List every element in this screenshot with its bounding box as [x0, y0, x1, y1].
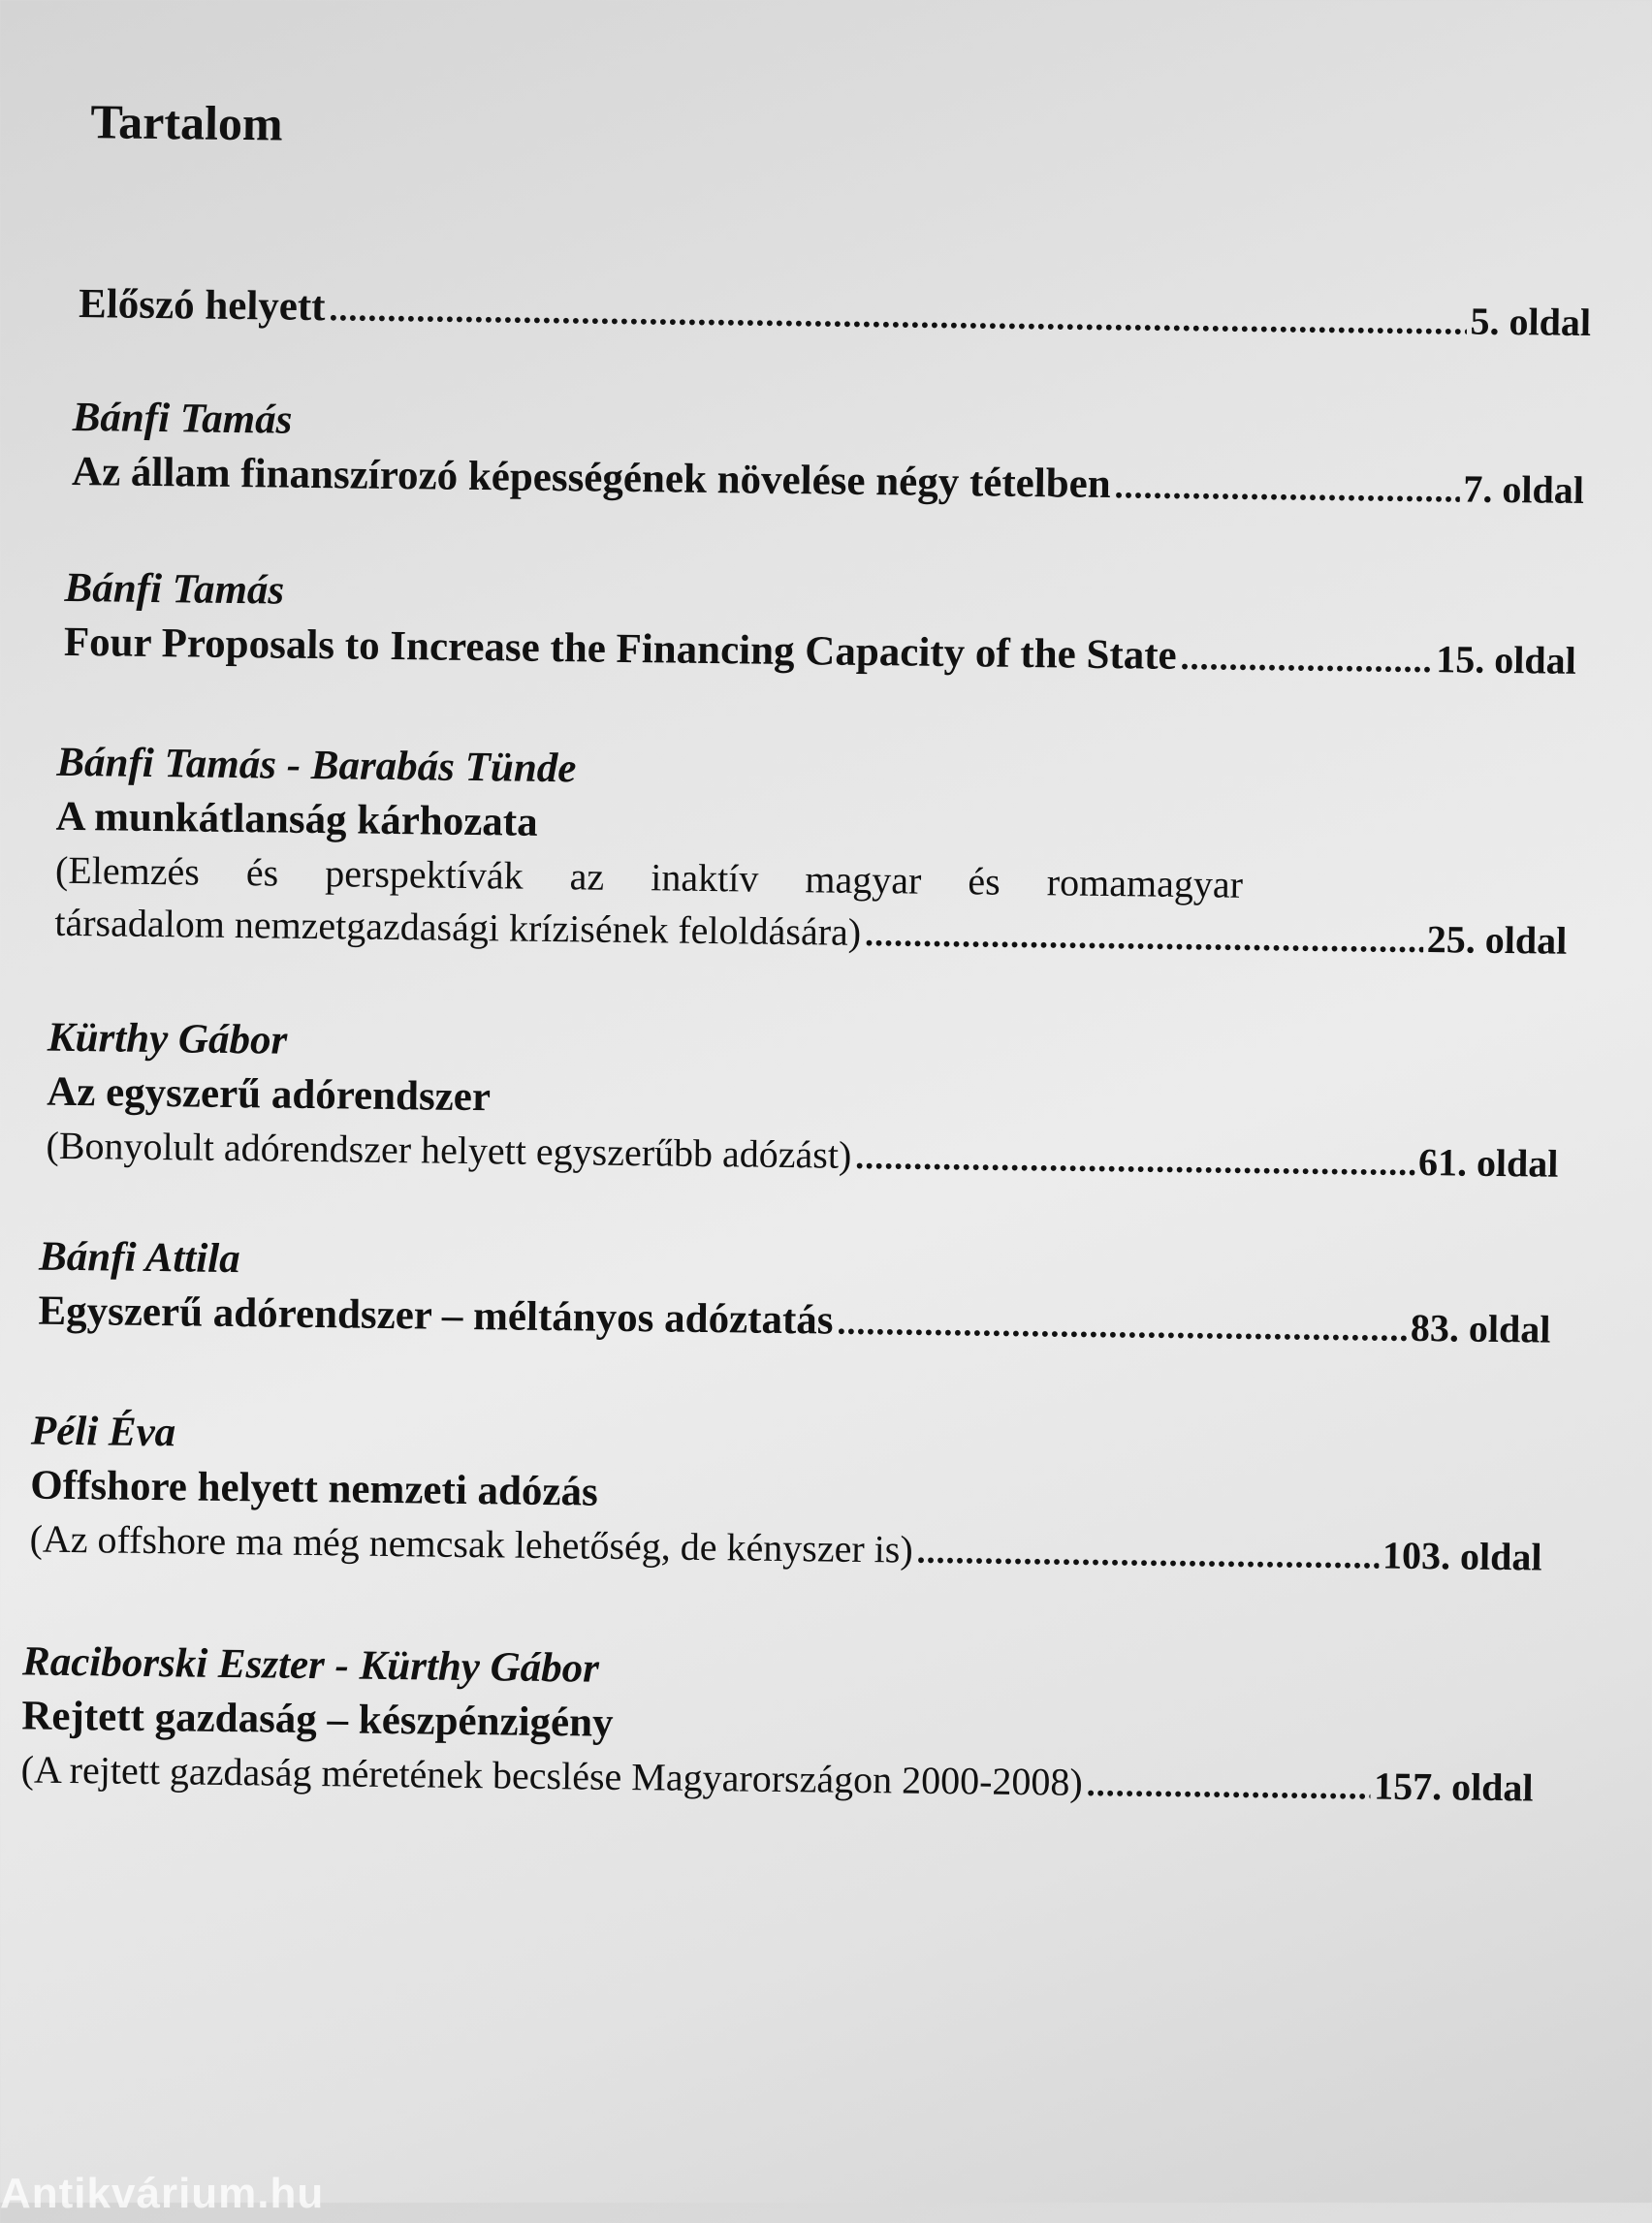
dot-leader [1114, 465, 1459, 510]
page-reference: 25. oldal [1426, 917, 1568, 963]
entry-title: Four Proposals to Increase the Financing Capacity of the State [63, 619, 1177, 679]
dot-leader [1086, 1758, 1370, 1814]
page-reference: 5. oldal [1470, 299, 1592, 345]
toc-heading: Tartalom [90, 94, 283, 151]
toc-entry [20, 1635, 1534, 1815]
toc-entry [63, 561, 1577, 688]
entry-author: Péli Éva [30, 1408, 176, 1456]
dot-leader [837, 1302, 1407, 1350]
entry-subtitle: (Bonyolult adórendszer helyett egyszerűbb adózást) [46, 1123, 852, 1177]
entry-author: Bánfi Attila [38, 1233, 240, 1283]
entry-author: Bánfi Tamás - Barabás Tünde [56, 739, 577, 792]
dot-leader [865, 907, 1423, 967]
toc-leader-row [79, 277, 1592, 350]
toc-leader-row [54, 897, 1568, 969]
page-reference: 157. oldal [1373, 1763, 1534, 1810]
entry-title: Az állam finanszírozó képességének növelése négy tételben [71, 448, 1111, 508]
entry-author: Bánfi Tamás [64, 564, 285, 614]
entry-title: Előszó helyett [78, 281, 326, 331]
page-reference: 15. oldal [1436, 637, 1577, 683]
page-reference: 61. oldal [1417, 1139, 1559, 1186]
entry-title: Egyszerű adórendszer – méltányos adóztatás [38, 1287, 834, 1344]
watermark: Antikvárium.hu [0, 2170, 325, 2217]
page-reference: 7. oldal [1463, 466, 1585, 512]
entry-subtitle [54, 844, 1568, 969]
entry-author: Bánfi Tamás [72, 394, 293, 443]
dot-leader [1180, 637, 1432, 681]
toc-entry [71, 391, 1585, 518]
entry-subtitle: (Az offshore ma még nemcsak lehetőség, de kényszer is) [29, 1516, 913, 1572]
dot-leader [855, 1130, 1414, 1190]
toc-entry [46, 1011, 1559, 1191]
entry-title: Az egyszerű adórendszer [46, 1068, 492, 1121]
dot-leader [329, 288, 1467, 342]
entry-author: Raciborski Eszter - Kürthy Gábor [21, 1638, 600, 1692]
entry-title: Rejtett gazdaság – készpénzigény [21, 1693, 614, 1746]
entry-subtitle: (A rejtett gazdaság méretének becslése Magyarországon 2000-2008) [20, 1747, 1084, 1804]
dot-leader [916, 1525, 1379, 1583]
toc-entry [29, 1405, 1542, 1585]
toc-entry [78, 277, 1592, 350]
page-reference: 103. oldal [1382, 1533, 1542, 1579]
toc-entry [38, 1230, 1551, 1357]
entry-subtitle-line: (Elemzés és perspektívák az inaktív magyar és romamagyar [54, 847, 1244, 906]
entry-subtitle-line: társadalom nemzetgazdasági krízisének feloldására) [54, 900, 862, 954]
entry-title: A munkátlanság kárhozata [55, 793, 538, 845]
page-reference: 83. oldal [1410, 1305, 1551, 1351]
toc-entry [54, 736, 1568, 969]
entry-title: Offshore helyett nemzeti adózás [29, 1462, 599, 1515]
entry-author: Kürthy Gábor [47, 1014, 288, 1064]
